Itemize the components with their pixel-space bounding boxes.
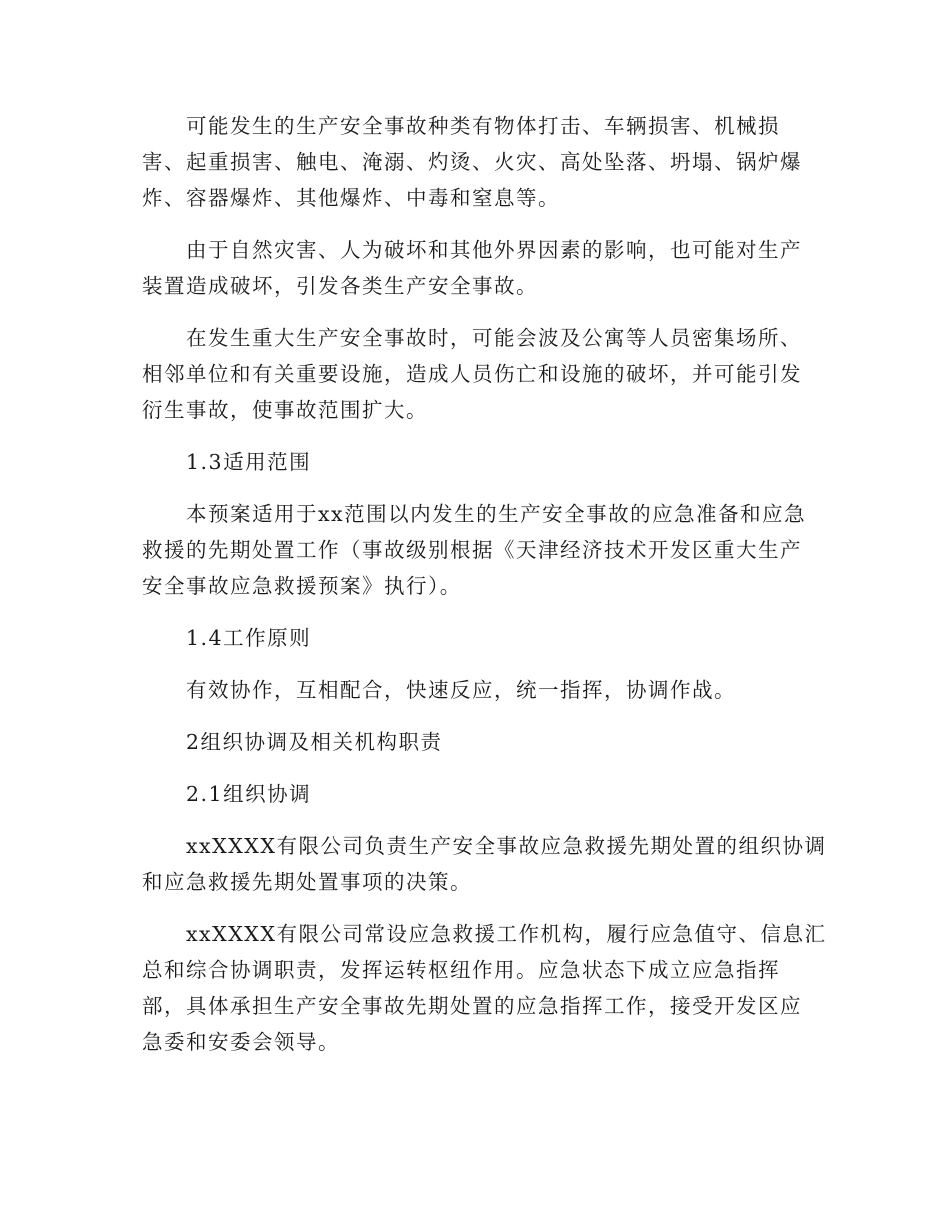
text-line: xxXXXX有限公司负责生产安全事故应急救援先期处置的组织协调	[186, 834, 827, 858]
text-line: xxXXXX有限公司常设应急救援工作机构，履行应急值守、信息汇	[186, 922, 827, 946]
text-line: 救援的先期处置工作（事故级别根据《天津经济技术开发区重大生产	[142, 538, 802, 562]
para-standing-agency	[142, 916, 827, 1060]
text-line: 装置造成破坏，引发各类生产安全事故。	[142, 274, 538, 298]
para-external-factors	[142, 232, 802, 304]
text-line: 总和综合协调职责，发挥运转枢纽作用。应急状态下成立应急指挥	[142, 958, 780, 982]
para-accident-types	[142, 108, 802, 216]
text-line: 部，具体承担生产安全事故先期处置的应急指挥工作，接受开发区应	[142, 994, 802, 1018]
text-line: 急委和安委会领导。	[142, 1030, 340, 1054]
para-major-accident	[142, 320, 802, 428]
para-scope	[142, 496, 807, 604]
heading-1-4	[142, 620, 802, 656]
text-line: 安全事故应急救援预案》执行）。	[142, 574, 462, 598]
text-line: 和应急救援先期处置事项的决策。	[142, 870, 472, 894]
section-heading: 1.4工作原则	[186, 626, 312, 650]
document-page	[142, 108, 827, 1076]
heading-1-3	[142, 444, 802, 480]
text-line: 在发生重大生产安全事故时，可能会波及公寓等人员密集场所、	[186, 326, 802, 350]
text-line: 本预案适用于xx范围以内发生的生产安全事故的应急准备和应急	[186, 502, 807, 526]
para-principles	[142, 672, 802, 708]
text-line: 有效协作，互相配合，快速反应，统一指挥，协调作战。	[186, 678, 736, 702]
text-line: 衍生事故，使事故范围扩大。	[142, 398, 428, 422]
text-line: 相邻单位和有关重要设施，造成人员伤亡和设施的破坏，并可能引发	[142, 362, 802, 386]
heading-2	[142, 724, 802, 760]
text-line: 由于自然灾害、人为破坏和其他外界因素的影响，也可能对生产	[186, 238, 802, 262]
para-company-coordination	[142, 828, 827, 900]
section-heading: 1.3适用范围	[186, 450, 312, 474]
text-line: 害、起重损害、触电、淹溺、灼烫、火灾、高处坠落、坍塌、锅炉爆	[142, 150, 802, 174]
section-heading: 2组织协调及相关机构职责	[186, 730, 443, 754]
section-heading: 2.1组织协调	[186, 782, 312, 806]
heading-2-1	[142, 776, 802, 812]
text-line: 炸、容器爆炸、其他爆炸、中毒和窒息等。	[142, 186, 560, 210]
text-line: 可能发生的生产安全事故种类有物体打击、车辆损害、机械损	[186, 114, 780, 138]
